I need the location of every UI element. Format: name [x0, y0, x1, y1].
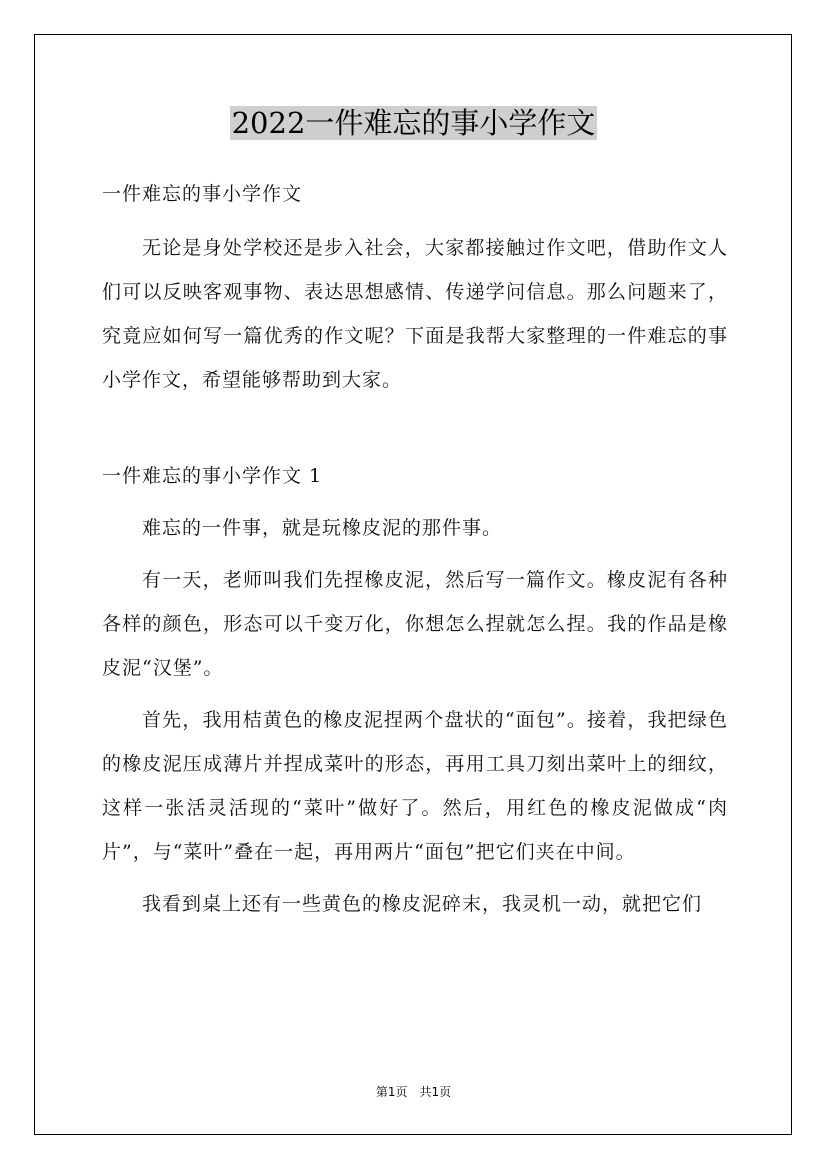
page-footer: [0, 1083, 827, 1100]
body-paragraph: 首先，我用桔黄色的橡皮泥捏两个盘状的“面包”。接着，我把绿色的橡皮泥压成薄片并捏成菜叶的形态，再用工具刀刻出菜叶上的细纹，这样一张活灵活现的“菜叶”做好了。然后，用红色的橡皮泥做成“肉片”，与“菜叶”叠在一起，再用两片“面包”把它们夹在中间。: [102, 709, 728, 863]
section-heading: 一件难忘的事小学作文: [102, 183, 303, 205]
document-title-text: 2022一件难忘的事小学作文: [231, 106, 596, 140]
body-paragraph: 有一天，老师叫我们先捏橡皮泥，然后写一篇作文。橡皮泥有各种各样的颜色，形态可以千变万化，你想怎么捏就怎么捏。我的作品是橡皮泥“汉堡”。: [102, 569, 728, 679]
body-paragraph: 我看到桌上还有一些黄色的橡皮泥碎末，我灵机一动，就把它们: [142, 893, 703, 915]
paragraph-gap: [102, 402, 728, 446]
essay-heading: 一件难忘的事小学作文 1: [102, 465, 323, 487]
page-total: 共1页: [419, 1085, 452, 1099]
document-body: [102, 172, 728, 926]
document-title: [0, 101, 827, 145]
intro-paragraph: 无论是身处学校还是步入社会，大家都接触过作文吧，借助作文人们可以反映客观事物、表达思想感情、传递学问信息。那么问题来了，究竟应如何写一篇优秀的作文呢？下面是我帮大家整理的一件难忘的事小学作文，希望能够帮助到大家。: [102, 237, 728, 391]
body-paragraph: 难忘的一件事，就是玩橡皮泥的那件事。: [142, 517, 503, 539]
page-number: 第1页: [375, 1085, 408, 1099]
